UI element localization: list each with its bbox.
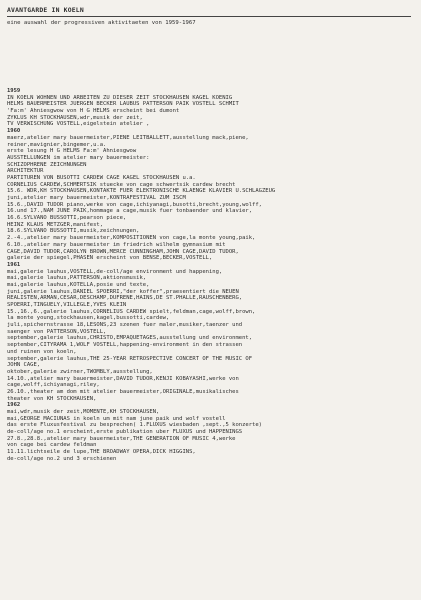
chronology-line: 11.11.lichtseile de lupe,THE BROADWAY OPERA,DICK HIGGINS, (7, 449, 196, 456)
chronology-line: september,galerie lauhus,THE 25-YEAR RETROSPECTIVE CONCERT OF THE MUSIC OF (7, 355, 253, 362)
chronology-line: ZYKLUS KH STOCKHAUSEN,wdr,musik der zeit, (7, 114, 143, 121)
chronology-line: september,CITYRAMA 1,WOLF VOSTELL,happening-environment in den strassen (7, 342, 243, 349)
chronology-line: TV VERWISCHUNG VOSTELL,eigelstein atelier , (7, 121, 150, 128)
chronology-line: CORNELIUS CARDEW,SCHMERTSIK stuecke von cage schwertsik cardew brecht (7, 181, 236, 188)
year-heading: 1961 (7, 261, 21, 268)
document-header (7, 6, 415, 27)
chronology-line: maerz,atelier mary bauermeister,PIENE LEITBALLETT,ausstellung mack,piene, (7, 134, 249, 141)
chronology-line: oktober,galerie zwirner,TWOMBLY,ausstellung, (7, 368, 153, 375)
chronology-line: HELMS BAUERMEISTER JUERGEN BECKER LAUBUS PATTERSON PAIK VOSTELL SCHMIT (7, 101, 239, 108)
chronology-line: HEINZ KLAUS METZGER,manifest, (7, 221, 104, 228)
chronology-line: erste lesung H G HELMS Fa:m' Ahniesgwow (7, 148, 137, 155)
chronology-line: 6.10.,atelier mary bauermeister im friedrich wilhelm gymnasium mit (7, 241, 226, 248)
chronology-line: theater von KH STOCKHAUSEN, (7, 395, 97, 402)
chronology-line: juni,atelier mary bauermeister,KONTRAFESTIVAL ZUM ISCM (7, 195, 186, 201)
chronology-line: 18.6.SYLVANO BUSSOTTI,musik,zeichnungen, (7, 228, 140, 235)
chronology-line: mai,galerie lauhus,PATTERSON,aktionsmusik, (7, 275, 147, 282)
chronology-line: saenger von PATTERSON,VOSTELL, (7, 328, 107, 335)
chronology-line: ARCHITEKTUR (7, 168, 44, 175)
chronology-line: mai,galerie lauhus,KOTELLA,posie und texte, (7, 281, 150, 288)
chronology-line: galerie der spiegel,PHASEN erscheint von BENSE,BECKER,VOSTELL, (7, 255, 213, 262)
chronology-line: juli,spichernstrasse 18,LESONS,23 szenen fuer maler,musiker,taenzer und (7, 322, 243, 329)
chronology-line: 16.und 17.,NAM JUNE PAIK,hommage a cage,musik fuer tonbaender und klavier, (7, 208, 253, 215)
chronology-line: von cage bei cardew feldman (7, 442, 97, 449)
page-subtitle: eine auswahl der progressiven aktivitaeten von 1959-1967 (7, 20, 196, 26)
chronology-text (7, 88, 417, 463)
chronology-line: SCHIZOPHRENE ZEICHNUNGEN (7, 161, 87, 168)
chronology-line: mai,GEORGE MACIUNAS in koeln um mit nam june paik und wolf vostell (7, 415, 226, 422)
chronology-line: SPOERRI,TINGUELY,VILLEGLE,YVES KLEIN (7, 302, 127, 308)
chronology-line: AUSSTELLUNGEN im atelier mary bauermeister: (7, 154, 150, 161)
chronology-line: 2.-4.,atelier mary bauermeister,KOMPOSITIONEN von cage,la monte young,paik, (7, 235, 256, 242)
chronology-line: JOHN CAGE, (7, 362, 41, 369)
chronology-line: 'Fa:m' Ahniesgwow von H G HELMS erscheint bei dumont (7, 108, 180, 115)
chronology-line: mai,galerie lauhus,VOSTELL,de-coll/age environment und happening, (7, 268, 223, 275)
chronology-line: reiner,mavignier,bingemer,u.a. (7, 141, 107, 148)
page-title: AVANTGARDE IN KOELN (7, 6, 84, 14)
chronology-line: juni,galerie lauhus,DANIEL SPOERRI,"der koffer",praesentiert die NEUEN (7, 288, 239, 295)
chronology-line: de-coll/age no.2 und 3 erschienen (7, 455, 117, 462)
chronology-line: das erste Fluxusfestival zu besprechen( 1.FLUXUS wiesbaden ,sept.,5 konzerte) (7, 422, 262, 429)
chronology-line: 27.8.,28.8.,atelier mary bauermeister,THE GENERATION OF MUSIC 4,werke (7, 435, 236, 442)
chronology-line: 14.10.,atelier mary bauermeister,DAVID TUDOR,KENJI KOBAYASHI,werke von (7, 375, 239, 382)
year-heading: 1960 (7, 128, 21, 135)
chronology-line: IN KOELN WOHNEN UND ARBEITEN ZU DIESER ZEIT STOCKHAUSEN KAGEL KOENIG (7, 94, 233, 101)
chronology-line: 15.6. WDR,KH STOCKHAUSEN,KONTAKTE FUER ELEKTRONISCHE KLAENGE KLAVIER U.SCHLAGZEUG (7, 188, 276, 195)
chronology-line: 26.10.,theater am dom mit atelier bauermeister,ORIGINALE,musikalisches (7, 388, 239, 395)
chronology-line: mai,wdr,musik der zeit,MOMENTE,KH STOCKHAUSEN, (7, 409, 160, 415)
chronology-line: de-coll/age no.1 erscheint,erste publikation uber FLUXUS und HAPPENINGS (7, 429, 243, 436)
chronology-line: cage,wolff,ichiyanagi,riley, (7, 382, 100, 389)
chronology-line: und ruinen von koeln, (7, 348, 77, 355)
year-heading: 1959 (7, 88, 21, 94)
chronology-line: 15.,16.,6.,galerie lauhus,CORNELIUS CARDEW spielt,feldman,cage,wolff,brown, (7, 308, 256, 315)
chronology-line: CAGE,DAVID TUDOR,CAROLYN BROWN,MERCE CUNNINGHAM,JOHN CAGE,DAVID TUDOR, (7, 248, 239, 255)
title-underline (7, 16, 411, 17)
chronology-line: la monte young,stockhausen,kagel,bussotti,cardew, (7, 315, 170, 322)
chronology-line: 15.6.,DAVID TUDOR piano,werke von cage,ichiyanagi,busotti,brecht,young,wolff, (7, 201, 262, 208)
chronology-line: september,galerie lauhus,CHRISTO,EMPAQUETAGES,ausstellung und environment, (7, 335, 253, 342)
chronology-line: 16.6.SYLVANO BUSSOTTI,pearson piece, (7, 215, 127, 222)
chronology-line: PARTITUREN VON BUSOTTI CARDEW CAGE KAGEL STOCKHAUSEN u.a. (7, 174, 196, 181)
chronology-line: REALISTEN,ARMAN,CESAR,DESCHAMP,DUFRENE,HAINS,DE ST.PHALLE,RAUSCHENBERG, (7, 295, 243, 302)
year-heading: 1962 (7, 402, 21, 409)
